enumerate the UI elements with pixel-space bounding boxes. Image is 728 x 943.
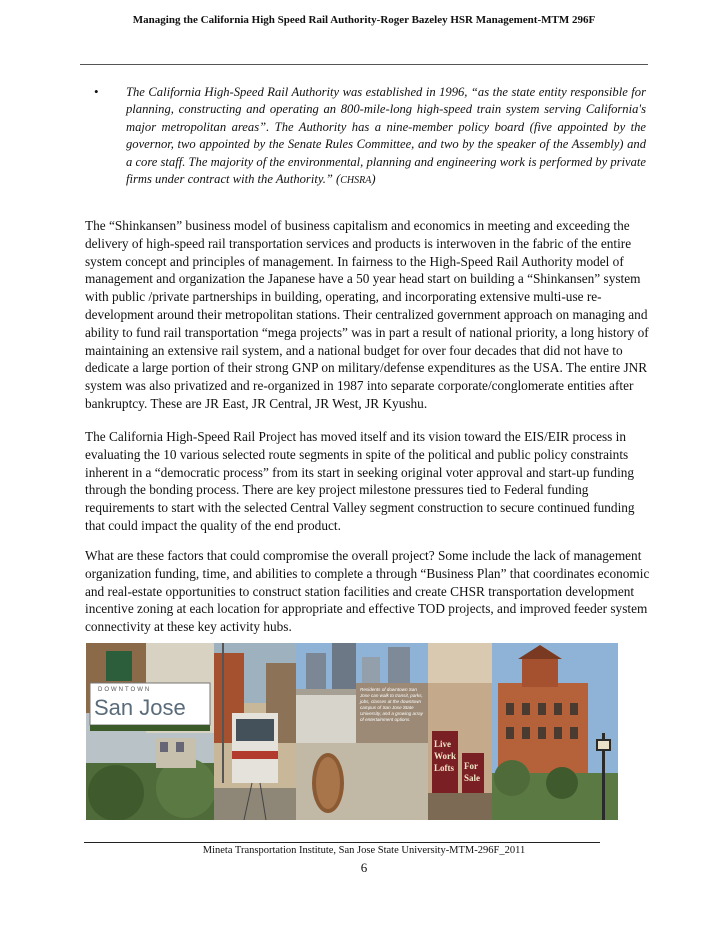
header-rule bbox=[80, 64, 648, 65]
photo-plaza-art bbox=[296, 643, 428, 820]
citation-chsra: CHSRA bbox=[340, 175, 372, 187]
sign-downtown: DOWNTOWN bbox=[98, 687, 152, 693]
photo-light-rail-art bbox=[214, 643, 296, 820]
photo-light-rail bbox=[214, 643, 296, 820]
photo-lofts bbox=[428, 643, 492, 820]
bullet-item bbox=[94, 84, 646, 189]
photo-sign-art bbox=[86, 643, 214, 820]
sign-san-jose: San Jose bbox=[94, 695, 186, 720]
photo-sign bbox=[86, 643, 214, 820]
footer-institution: Mineta Transportation Institute, San Jose State University-MTM-296F_2011 bbox=[202, 845, 526, 856]
paragraph-chsr-project: The California High-Speed Rail Project has moved itself and its vision toward the EIS/EIR process in evaluating the 10 various selected route segments in spite of the political and public policy constraints inherent in a “democratic process” from its start in seeking original voter approval and start-up funding through the bonding process. There are key project milestone pressures tied to Federal funding requirements to start with the selected Central Valley segment construction to secure continued funding that could impact the quality of the end product. bbox=[85, 429, 635, 533]
bullet-text bbox=[126, 84, 646, 189]
downtown-san-jose-photo-collage bbox=[86, 643, 618, 820]
photo-lofts-art bbox=[428, 643, 492, 820]
banner-sale: Sale bbox=[464, 773, 481, 783]
page-number: 6 bbox=[360, 860, 368, 875]
banner-work: Work bbox=[434, 751, 457, 761]
banner-lofts: Lofts bbox=[434, 763, 454, 773]
running-header: Managing the California High Speed Rail Authority-Roger Bazeley HSR Management-MTM 296F bbox=[132, 14, 596, 26]
bullet-dot: • bbox=[94, 84, 99, 99]
paragraph-factors: What are these factors that could compromise the overall project? Some include the lack of management organization funding, time, and abilities to complete a through “Business Plan” that coordinates economic and real-estate opportunities to construct station facilities and create CHSR transportation development incentive zoning at each location for appropriate and effective TOD projects, and improved feeder system connectivity at these key activity hubs. bbox=[85, 548, 650, 635]
photo-hotel-art bbox=[492, 643, 618, 820]
banner-live: Live bbox=[434, 739, 451, 749]
citation-close: ) bbox=[371, 172, 376, 187]
photo-caption: Residents of downtown San Jose can walk to transit, parks, jobs, classes at the downtown campus of San Jose State University, and a growing array of entertainment options. bbox=[360, 687, 423, 722]
photo-plaza bbox=[296, 643, 428, 820]
bullet-quote: The California High-Speed Rail Authority was established in 1996, “as the state entity responsible for planning, constructing and operating an 800-mile-long high-speed train system serving California's major metropolitan areas”. The Authority has a nine-member policy board (five appointed by the governor, two appointed by the Senate Rules Committee, and two by the speaker of the Assembly) and a core staff. The majority of the environmental, planning and engineering work is performed by private firms under contract with the Authority.” ( bbox=[126, 85, 646, 187]
footer-rule bbox=[84, 842, 600, 843]
paragraph-shinkansen: The “Shinkansen” business model of business capitalism and economics in meeting and exceeding the delivery of high-speed rail transportation services and products is interwoven in the fabric of the entire system concept and principles of management. In fairness to the High-Speed Rail Authority model of management and organization the Japanese have a 50 year head start on building a “Shinkansen” system with public /private partnerships in building, operating, and incorporating extensive multi-use re-development around their metropolitan stations. Their centralized government approach on managing and ability to fund rail transportation “mega projects” was in part a result of national priority, a long history of maintaining an extensive rail system, and a national budget for over four decades that did not have to dedicate a large portion of their strong GNP on military/defense expenditures as the USA. The entire JNR system was also privatized and re-organized in 1987 into separate corporate/conglomerate entities after bankruptcy. These are JR East, JR Central, JR West, JR Kyushu. bbox=[85, 218, 649, 411]
photo-hotel bbox=[492, 643, 618, 820]
banner-for: For bbox=[464, 761, 478, 771]
